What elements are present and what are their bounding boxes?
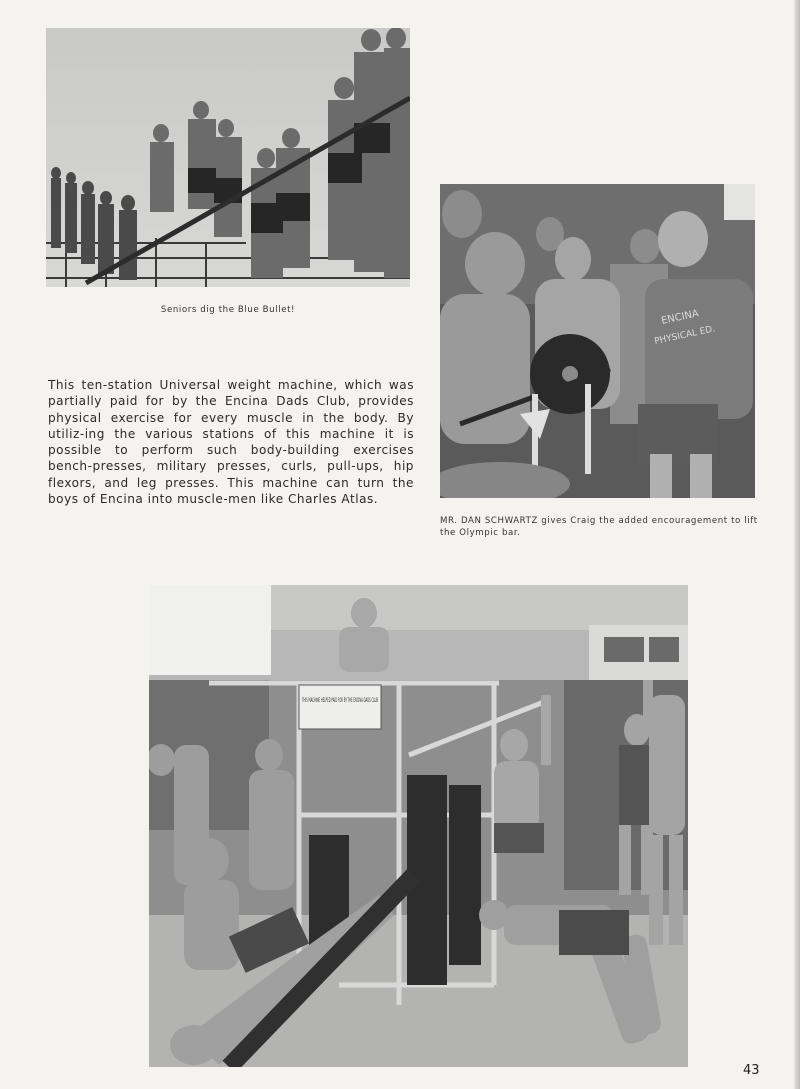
blue-bullet-caption: Seniors dig the Blue Bullet! bbox=[160, 305, 296, 315]
universal-machine-photo bbox=[149, 585, 688, 1067]
page-number: 43 bbox=[743, 1063, 760, 1078]
olympic-bar-caption: MR. DAN SCHWARTZ gives Craig the added encouragement to lift the Olympic bar. bbox=[440, 516, 758, 538]
page-edge bbox=[794, 0, 800, 1089]
shirt-text-top: ENCINA bbox=[660, 308, 700, 327]
blue-bullet-photo bbox=[46, 28, 410, 287]
shirt-text-bottom: PHYSICAL ED. bbox=[653, 324, 717, 347]
olympic-bar-photo bbox=[440, 184, 755, 498]
machine-sign-text: THIS MACHINE HELPED PAID FOR BY THE ENCINA DADS CLUB bbox=[301, 696, 378, 704]
article-body: This ten-station Universal weight machine, which was partially paid for by the Encina Dads Club, provides physical exercise for every muscle in the body. By utiliz-ing the various stations of this machine it is possible to perform such body-building exercises bench-presses, military presses, curls, pull-ups, hip flexors, and leg presses. This machine can turn the boys of Encina into muscle-men like Charles Atlas. bbox=[48, 378, 414, 507]
